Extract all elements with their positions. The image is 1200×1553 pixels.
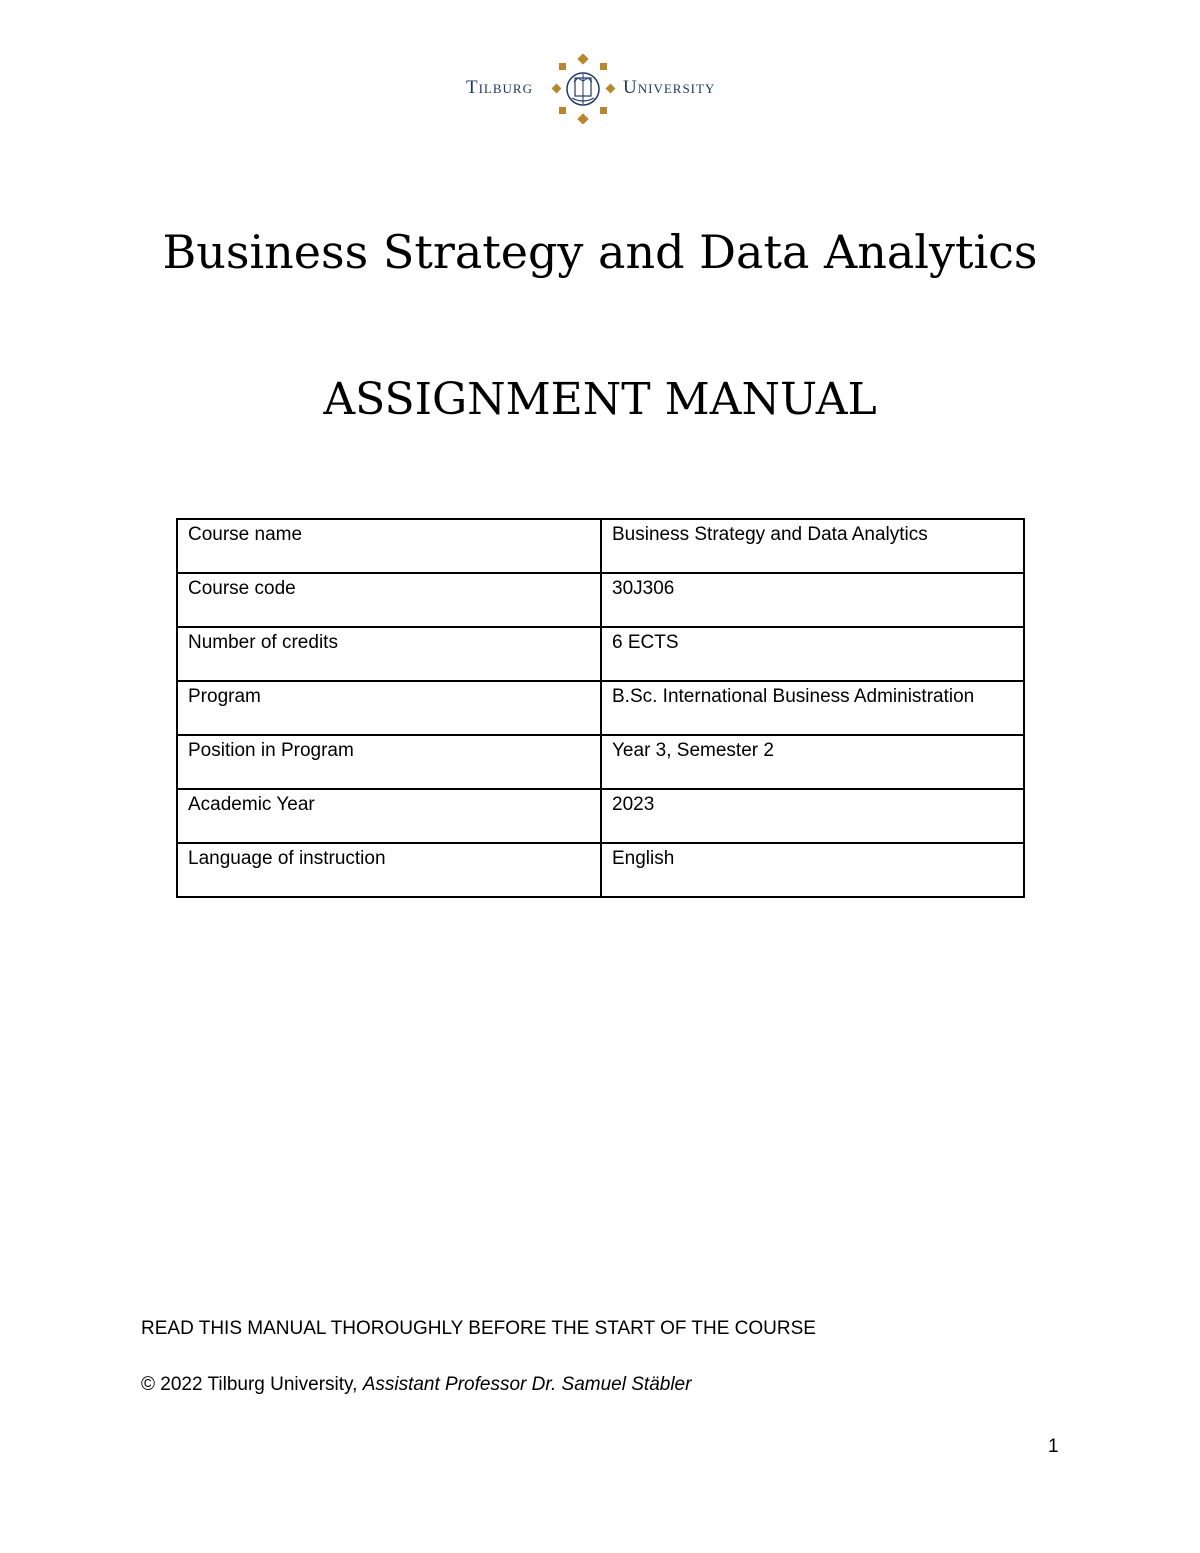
row-value: Year 3, Semester 2 bbox=[601, 735, 1024, 789]
logo-text-left: Tilburg bbox=[466, 77, 533, 98]
row-value: Business Strategy and Data Analytics bbox=[601, 519, 1024, 573]
table-row bbox=[177, 573, 1024, 627]
table-row bbox=[177, 627, 1024, 681]
row-label: Academic Year bbox=[177, 789, 601, 843]
course-info-table bbox=[176, 518, 1025, 898]
document-subtitle: ASSIGNMENT MANUAL bbox=[323, 374, 877, 425]
logo-text-right: University bbox=[623, 77, 716, 98]
row-label: Number of credits bbox=[177, 627, 601, 681]
table-row bbox=[177, 843, 1024, 897]
row-label: Program bbox=[177, 681, 601, 735]
row-value: B.Sc. International Business Administration bbox=[601, 681, 1024, 735]
university-emblem-icon bbox=[548, 54, 620, 124]
table-row bbox=[177, 681, 1024, 735]
row-value: English bbox=[601, 843, 1024, 897]
table-row bbox=[177, 735, 1024, 789]
row-value: 6 ECTS bbox=[601, 627, 1024, 681]
row-label: Course code bbox=[177, 573, 601, 627]
row-label: Position in Program bbox=[177, 735, 601, 789]
row-label: Language of instruction bbox=[177, 843, 601, 897]
copyright-author: Assistant Professor Dr. Samuel Stäbler bbox=[362, 1374, 692, 1395]
copyright-line bbox=[141, 1374, 691, 1396]
row-label: Course name bbox=[177, 519, 601, 573]
row-value: 30J306 bbox=[601, 573, 1024, 627]
page-number: 1 bbox=[1048, 1436, 1059, 1457]
row-value: 2023 bbox=[601, 789, 1024, 843]
table-row bbox=[177, 519, 1024, 573]
read-manual-notice: READ THIS MANUAL THOROUGHLY BEFORE THE START OF THE COURSE bbox=[141, 1318, 816, 1339]
document-title: Business Strategy and Data Analytics bbox=[162, 225, 1038, 279]
university-logo bbox=[466, 54, 736, 124]
table-row bbox=[177, 789, 1024, 843]
copyright-prefix: © 2022 Tilburg University, bbox=[141, 1374, 363, 1395]
